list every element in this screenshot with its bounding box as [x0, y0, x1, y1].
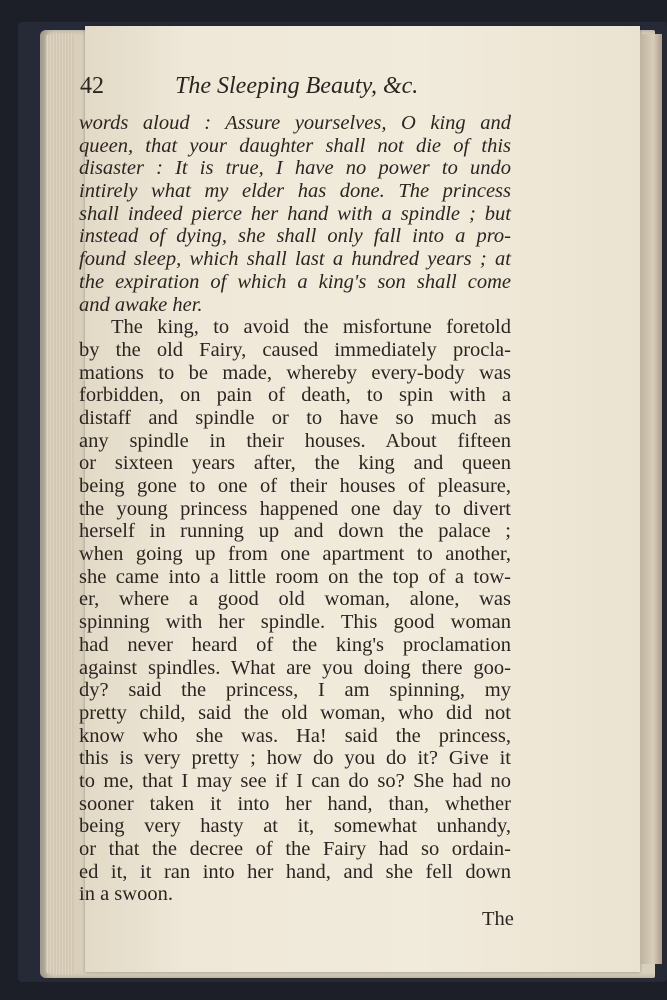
text-line: being gone to one of their houses of pleasure, — [79, 475, 511, 497]
text-line: any spindle in their houses. About fifteen — [79, 429, 511, 452]
text-line: pretty child, said the old woman, who did not — [79, 701, 511, 724]
text-line: shall indeed pierce her hand with a spindle ; but — [79, 202, 511, 225]
text-line: disaster : It is true, I have no power to undo — [79, 157, 511, 180]
text-line: this is very pretty ; how do you do it? Give it — [79, 747, 511, 770]
text-line: against spindles. What are you doing there goo- — [79, 656, 511, 679]
text-line: had never heard of the king's proclamation — [79, 633, 511, 656]
text-line: spinning with her spindle. This good woman — [79, 611, 511, 634]
text-line: The king, to avoid the misfortune foretold — [111, 316, 511, 339]
body-text — [79, 112, 511, 906]
page-header — [80, 73, 520, 107]
text-line: dy? said the princess, I am spinning, my — [79, 679, 511, 702]
text-line: words aloud : Assure yourselves, O king and — [79, 112, 511, 134]
text-line: know who she was. Ha! said the princess, — [79, 724, 511, 747]
text-line: distaff and spindle or to have so much as — [79, 406, 511, 429]
text-line: ed it, it ran into her hand, and she fell down — [79, 860, 511, 883]
text-line: and awake her. — [79, 293, 203, 316]
text-line: by the old Fairy, caused immediately procla- — [79, 338, 511, 361]
text-line: or that the decree of the Fairy had so ordain- — [79, 838, 511, 860]
text-line: being very hasty at it, somewhat unhandy, — [79, 815, 511, 838]
text-line: intirely what my elder has done. The princess — [79, 180, 511, 203]
text-line: she came into a little room on the top of a tow- — [79, 565, 511, 588]
text-line: herself in running up and down the palace ; — [79, 520, 511, 543]
text-line: forbidden, on pain of death, to spin with a — [79, 384, 511, 407]
text-line: to me, that I may see if I can do so? She had no — [79, 769, 511, 792]
text-line: or sixteen years after, the king and queen — [79, 452, 511, 475]
text-line: mations to be made, whereby every-body was — [79, 361, 511, 384]
catchword: The — [482, 908, 514, 930]
running-title: The Sleeping Beauty, &c. — [175, 73, 419, 99]
text-line: er, where a good old woman, alone, was — [79, 588, 511, 611]
text-line: the expiration of which a king's son shall come — [79, 270, 511, 293]
text-line: found sleep, which shall last a hundred years ; at — [79, 248, 511, 271]
text-line: instead of dying, she shall only fall into a pro- — [79, 225, 511, 248]
text-line: the young princess happened one day to divert — [79, 497, 511, 520]
page-number: 42 — [80, 73, 104, 99]
page-edge — [640, 34, 662, 964]
text-line: when going up from one apartment to another, — [79, 543, 511, 566]
text-line: queen, that your daughter shall not die of this — [79, 134, 511, 157]
text-line: sooner taken it into her hand, than, whether — [79, 792, 511, 815]
text-line: in a swoon. — [79, 883, 173, 906]
